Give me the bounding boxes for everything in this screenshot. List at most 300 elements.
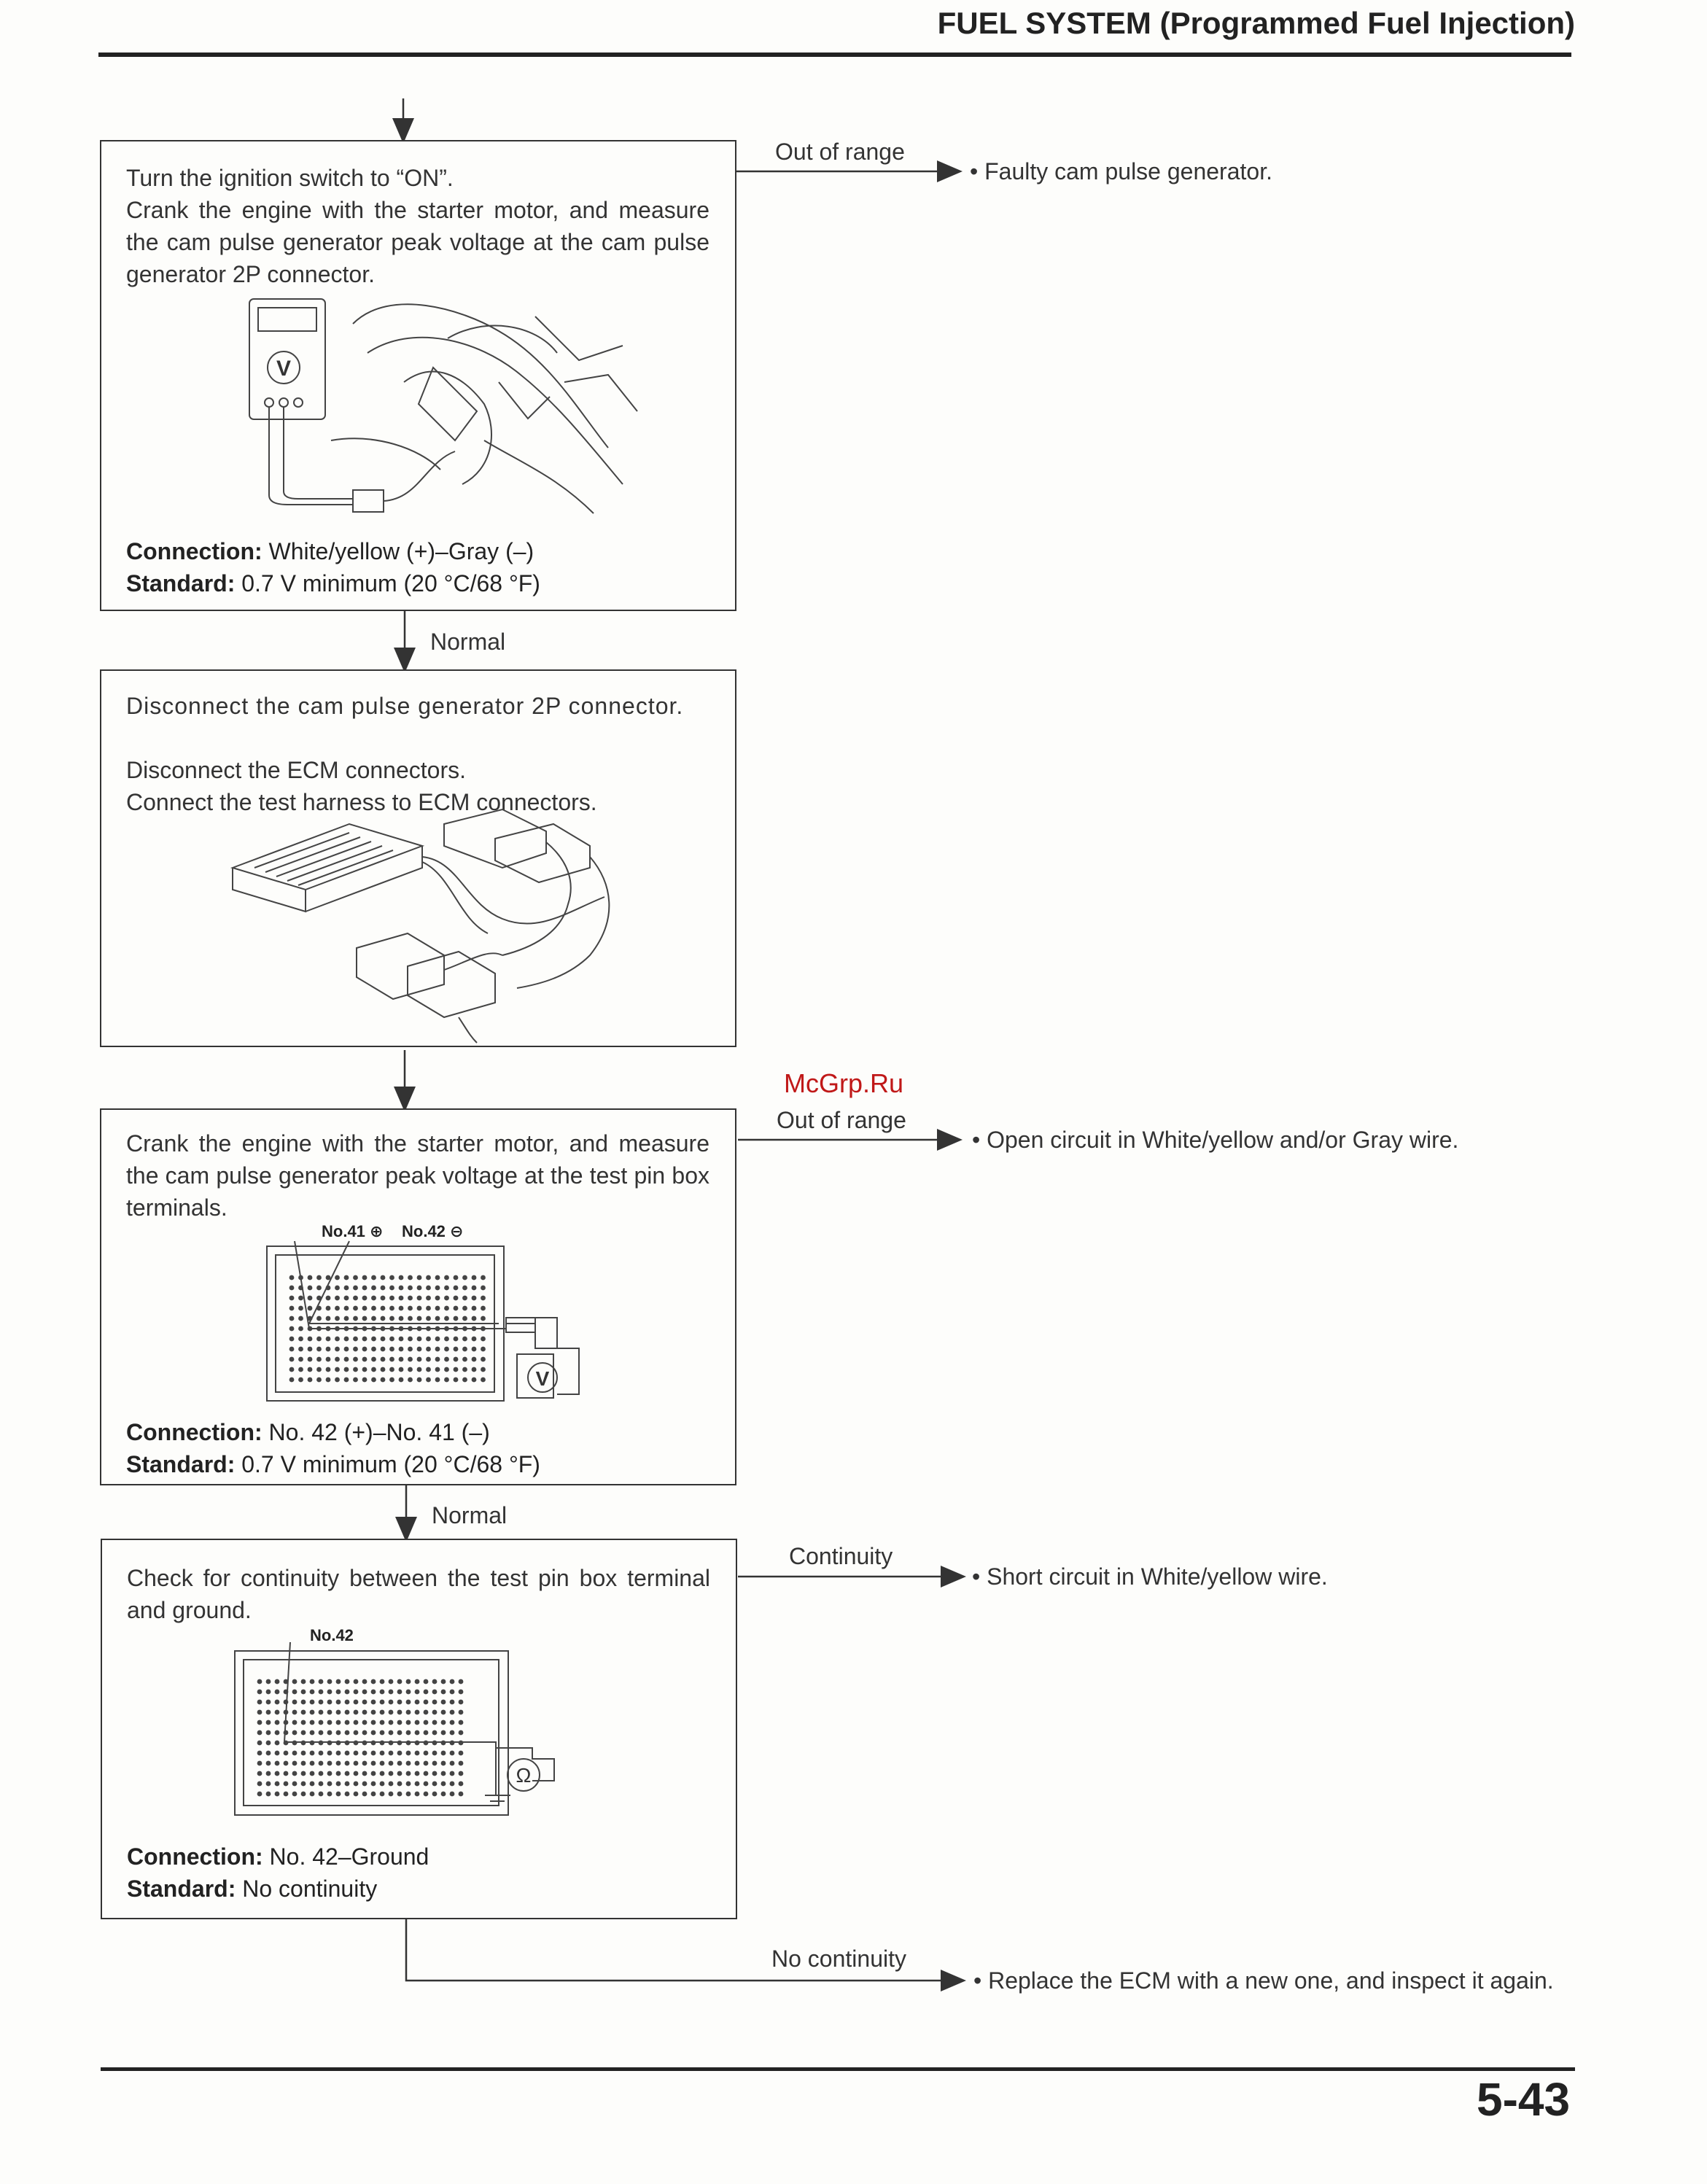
- pin-terminal: [481, 1367, 486, 1372]
- pin-terminal: [408, 1357, 413, 1362]
- pin-terminal: [345, 1771, 350, 1776]
- pin-terminal: [301, 1771, 306, 1776]
- pin-terminal: [319, 1751, 324, 1756]
- pin-terminal: [435, 1296, 440, 1301]
- pin-terminal: [353, 1296, 358, 1301]
- pin-terminal: [441, 1741, 446, 1746]
- pin-terminal: [345, 1710, 350, 1715]
- pin-terminal: [257, 1690, 263, 1695]
- pin-terminal: [335, 1347, 340, 1352]
- pin-terminal: [432, 1679, 438, 1684]
- step-2-line-3: Connect the test harness to ECM connectors.: [126, 789, 597, 815]
- pin-terminal: [298, 1367, 303, 1372]
- pin-terminal: [389, 1761, 394, 1766]
- pin-terminal: [441, 1690, 446, 1695]
- pin-terminal: [408, 1316, 413, 1321]
- pin-terminal: [472, 1337, 477, 1342]
- pin-terminal: [316, 1286, 322, 1291]
- pin-terminal: [417, 1326, 422, 1332]
- pin-terminal: [415, 1720, 420, 1725]
- pin-terminal: [362, 1357, 368, 1362]
- pin-terminal: [426, 1316, 431, 1321]
- pin-terminal: [454, 1316, 459, 1321]
- pin-terminal: [424, 1720, 429, 1725]
- pin-terminal: [399, 1275, 404, 1281]
- pin-terminal: [326, 1296, 331, 1301]
- step-1-box: [100, 140, 736, 611]
- pin-terminal: [454, 1347, 459, 1352]
- step-4-box: [101, 1539, 737, 1919]
- pin-terminal: [326, 1286, 331, 1291]
- pin-terminal: [292, 1792, 298, 1797]
- pin-terminal: [353, 1377, 358, 1383]
- step-1-line-2: Crank the engine with the starter motor, and measure the cam pulse generator peak voltage at the cam pulse generator 2P connector.: [126, 197, 709, 287]
- pin-terminal: [399, 1306, 404, 1311]
- pin-terminal: [441, 1751, 446, 1756]
- step-1-branch-result: • Faulty cam pulse generator.: [970, 158, 1272, 184]
- pin-terminal: [362, 1710, 368, 1715]
- pin-terminal: [432, 1700, 438, 1705]
- pin-terminal: [257, 1679, 263, 1684]
- pin-terminal: [462, 1377, 467, 1383]
- pin-terminal: [336, 1792, 341, 1797]
- pin-terminal: [327, 1771, 333, 1776]
- pin-terminal: [417, 1377, 422, 1383]
- pin-terminal: [371, 1337, 376, 1342]
- pin-terminal: [371, 1710, 376, 1715]
- pin-terminal: [362, 1781, 368, 1787]
- pin-terminal: [292, 1730, 298, 1736]
- step-3-pin-label-42: No.42 ⊖: [402, 1222, 464, 1240]
- pin-terminal: [275, 1679, 280, 1684]
- pin-terminal: [336, 1761, 341, 1766]
- pin-terminal: [459, 1792, 464, 1797]
- page-number: 5-43: [1477, 2073, 1571, 2126]
- pin-terminal: [481, 1347, 486, 1352]
- pin-terminal: [441, 1730, 446, 1736]
- pin-terminal: [327, 1751, 333, 1756]
- pin-terminal: [450, 1781, 455, 1787]
- step-4-line-1: Check for continuity between the test pin box terminal and ground.: [127, 1565, 710, 1623]
- pin-terminal: [327, 1741, 333, 1746]
- pin-terminal: [424, 1761, 429, 1766]
- pin-terminal: [257, 1710, 263, 1715]
- pin-terminal: [308, 1296, 313, 1301]
- pin-terminal: [435, 1306, 440, 1311]
- pin-terminal: [308, 1377, 313, 1383]
- pin-terminal: [481, 1357, 486, 1362]
- pin-terminal: [275, 1690, 280, 1695]
- pin-terminal: [316, 1367, 322, 1372]
- pin-terminal: [284, 1751, 289, 1756]
- pin-terminal: [336, 1730, 341, 1736]
- pin-terminal: [275, 1781, 280, 1787]
- pin-terminal: [408, 1337, 413, 1342]
- step-3-standard: Standard: 0.7 V minimum (20 °C/68 °F): [126, 1451, 540, 1477]
- pin-terminal: [275, 1761, 280, 1766]
- pin-terminal: [481, 1296, 486, 1301]
- pin-terminal: [335, 1357, 340, 1362]
- pin-terminal: [399, 1377, 404, 1383]
- pin-terminal: [327, 1690, 333, 1695]
- pin-terminal: [266, 1720, 271, 1725]
- pin-terminal: [444, 1316, 449, 1321]
- pin-terminal: [336, 1751, 341, 1756]
- pin-terminal: [298, 1337, 303, 1342]
- pin-terminal: [289, 1316, 295, 1321]
- pin-terminal: [319, 1730, 324, 1736]
- pin-terminal: [308, 1326, 313, 1332]
- pin-terminal: [326, 1377, 331, 1383]
- pin-terminal: [481, 1316, 486, 1321]
- pin-terminal: [362, 1377, 368, 1383]
- pin-terminal: [345, 1781, 350, 1787]
- pin-terminal: [450, 1720, 455, 1725]
- pin-terminal: [459, 1720, 464, 1725]
- pin-terminal: [417, 1275, 422, 1281]
- pin-terminal: [424, 1792, 429, 1797]
- pin-terminal: [310, 1690, 315, 1695]
- pin-terminal: [435, 1316, 440, 1321]
- pin-terminal: [459, 1700, 464, 1705]
- pin-terminal: [301, 1761, 306, 1766]
- pin-terminal: [354, 1730, 359, 1736]
- pin-terminal: [354, 1761, 359, 1766]
- pin-terminal: [389, 1781, 394, 1787]
- pin-terminal: [371, 1286, 376, 1291]
- pin-terminal: [353, 1286, 358, 1291]
- pin-terminal: [441, 1771, 446, 1776]
- pin-terminal: [481, 1286, 486, 1291]
- pin-terminal: [301, 1751, 306, 1756]
- pin-terminal: [327, 1679, 333, 1684]
- pin-terminal: [381, 1367, 386, 1372]
- pin-terminal: [389, 1275, 394, 1281]
- pin-terminal: [406, 1741, 411, 1746]
- pin-terminal: [326, 1337, 331, 1342]
- pin-terminal: [424, 1771, 429, 1776]
- pin-terminal: [371, 1316, 376, 1321]
- pin-terminal: [380, 1710, 385, 1715]
- pin-terminal: [316, 1275, 322, 1281]
- pin-terminal: [336, 1741, 341, 1746]
- pin-terminal: [459, 1771, 464, 1776]
- pin-terminal: [344, 1296, 349, 1301]
- pin-terminal: [310, 1751, 315, 1756]
- pin-terminal: [310, 1730, 315, 1736]
- pin-terminal: [441, 1761, 446, 1766]
- pin-terminal: [344, 1286, 349, 1291]
- step-1-line-1: Turn the ignition switch to “ON”.: [126, 165, 454, 191]
- pin-terminal: [380, 1720, 385, 1725]
- pin-terminal: [380, 1690, 385, 1695]
- pin-terminal: [266, 1781, 271, 1787]
- step-4-pin-label-42: No.42: [310, 1626, 354, 1644]
- pin-terminal: [444, 1296, 449, 1301]
- pin-terminal: [336, 1781, 341, 1787]
- pin-terminal: [335, 1306, 340, 1311]
- pin-terminal: [362, 1771, 368, 1776]
- pin-terminal: [389, 1730, 394, 1736]
- pin-terminal: [284, 1741, 289, 1746]
- pin-terminal: [380, 1792, 385, 1797]
- pin-terminal: [345, 1741, 350, 1746]
- pin-terminal: [266, 1700, 271, 1705]
- pin-terminal: [406, 1679, 411, 1684]
- pin-terminal: [472, 1357, 477, 1362]
- pin-terminal: [441, 1679, 446, 1684]
- pin-terminal: [397, 1730, 403, 1736]
- pin-terminal: [459, 1741, 464, 1746]
- pin-terminal: [406, 1761, 411, 1766]
- pin-terminal: [310, 1720, 315, 1725]
- pin-terminal: [389, 1367, 394, 1372]
- pin-terminal: [319, 1690, 324, 1695]
- pin-terminal: [301, 1700, 306, 1705]
- final-branch-result: • Replace the ECM with a new one, and inspect it again.: [973, 1967, 1554, 1994]
- pin-terminal: [298, 1326, 303, 1332]
- pin-terminal: [319, 1679, 324, 1684]
- pin-terminal: [399, 1326, 404, 1332]
- pin-terminal: [292, 1741, 298, 1746]
- pin-terminal: [353, 1367, 358, 1372]
- pin-terminal: [371, 1771, 376, 1776]
- pin-terminal: [319, 1771, 324, 1776]
- pin-terminal: [327, 1792, 333, 1797]
- pin-terminal: [415, 1741, 420, 1746]
- pin-terminal: [454, 1286, 459, 1291]
- pin-terminal: [344, 1377, 349, 1383]
- pin-terminal: [415, 1751, 420, 1756]
- pin-terminal: [399, 1347, 404, 1352]
- pin-terminal: [441, 1700, 446, 1705]
- pin-terminal: [371, 1275, 376, 1281]
- pin-terminal: [417, 1286, 422, 1291]
- pin-terminal: [275, 1730, 280, 1736]
- pin-terminal: [354, 1771, 359, 1776]
- pin-terminal: [275, 1751, 280, 1756]
- pin-terminal: [316, 1326, 322, 1332]
- pin-terminal: [450, 1792, 455, 1797]
- pin-terminal: [406, 1730, 411, 1736]
- pin-terminal: [319, 1720, 324, 1725]
- pin-terminal: [432, 1751, 438, 1756]
- pin-terminal: [362, 1286, 368, 1291]
- pin-terminal: [298, 1306, 303, 1311]
- step-1-meter-symbol: V: [276, 357, 292, 381]
- pin-terminal: [362, 1275, 368, 1281]
- pin-terminal: [289, 1377, 295, 1383]
- pin-terminal: [362, 1730, 368, 1736]
- pin-terminal: [326, 1347, 331, 1352]
- step-1-connection: Connection: White/yellow (+)–Gray (–): [126, 538, 534, 564]
- pin-terminal: [301, 1690, 306, 1695]
- pin-terminal: [371, 1347, 376, 1352]
- pin-terminal: [417, 1357, 422, 1362]
- pin-terminal: [336, 1700, 341, 1705]
- pin-terminal: [335, 1326, 340, 1332]
- pin-terminal: [481, 1306, 486, 1311]
- pin-terminal: [444, 1306, 449, 1311]
- pin-terminal: [389, 1751, 394, 1756]
- pin-terminal: [362, 1316, 368, 1321]
- pin-terminal: [354, 1700, 359, 1705]
- pin-terminal: [371, 1720, 376, 1725]
- pin-terminal: [319, 1761, 324, 1766]
- pin-terminal: [450, 1751, 455, 1756]
- pin-terminal: [450, 1741, 455, 1746]
- pin-terminal: [462, 1337, 467, 1342]
- pin-terminal: [353, 1337, 358, 1342]
- pin-terminal: [345, 1679, 350, 1684]
- pin-terminal: [415, 1700, 420, 1705]
- pin-terminal: [362, 1337, 368, 1342]
- pin-terminal: [424, 1730, 429, 1736]
- normal-label-2: Normal: [432, 1502, 508, 1528]
- step-3-branch-result: • Open circuit in White/yellow and/or Gray wire.: [972, 1127, 1459, 1153]
- pin-terminal: [275, 1710, 280, 1715]
- pin-terminal: [319, 1792, 324, 1797]
- pin-terminal: [424, 1751, 429, 1756]
- pin-terminal: [444, 1357, 449, 1362]
- watermark: McGrp.Ru: [784, 1068, 904, 1098]
- pin-terminal: [310, 1679, 315, 1684]
- step-3-test-pin-box-illustration: [265, 1245, 615, 1409]
- pin-terminal: [462, 1316, 467, 1321]
- pin-terminal: [481, 1275, 486, 1281]
- pin-terminal: [345, 1761, 350, 1766]
- pin-terminal: [408, 1296, 413, 1301]
- pin-terminal: [424, 1710, 429, 1715]
- normal-label-1: Normal: [430, 629, 506, 655]
- step-2-line-2: Disconnect the ECM connectors.: [126, 757, 466, 783]
- pin-terminal: [462, 1306, 467, 1311]
- step-1-illustration: [244, 295, 666, 543]
- pin-terminal: [454, 1306, 459, 1311]
- pin-terminal: [399, 1286, 404, 1291]
- pin-terminal: [354, 1720, 359, 1725]
- pin-terminal: [284, 1710, 289, 1715]
- pin-terminal: [344, 1275, 349, 1281]
- pin-terminal: [441, 1792, 446, 1797]
- pin-terminal: [444, 1367, 449, 1372]
- pin-terminal: [380, 1781, 385, 1787]
- pin-terminal: [406, 1771, 411, 1776]
- pin-terminal: [415, 1792, 420, 1797]
- step-2-line-1: Disconnect the cam pulse generator 2P connector.: [126, 693, 684, 719]
- pin-terminal: [345, 1700, 350, 1705]
- pin-terminal: [472, 1377, 477, 1383]
- pin-terminal: [344, 1316, 349, 1321]
- pin-terminal: [319, 1710, 324, 1715]
- pin-terminal: [327, 1781, 333, 1787]
- pin-terminal: [397, 1792, 403, 1797]
- pin-terminal: [381, 1306, 386, 1311]
- pin-terminal: [362, 1367, 368, 1372]
- pin-terminal: [450, 1730, 455, 1736]
- pin-terminal: [435, 1275, 440, 1281]
- pin-terminal: [353, 1357, 358, 1362]
- pin-terminal: [345, 1690, 350, 1695]
- pin-terminal: [310, 1781, 315, 1787]
- pin-terminal: [399, 1316, 404, 1321]
- pin-terminal: [371, 1741, 376, 1746]
- page-header-title: FUEL SYSTEM (Programmed Fuel Injection): [937, 6, 1575, 40]
- pin-terminal: [399, 1296, 404, 1301]
- pin-terminal: [344, 1347, 349, 1352]
- pin-terminal: [316, 1347, 322, 1352]
- pin-terminal: [426, 1357, 431, 1362]
- pin-terminal: [432, 1730, 438, 1736]
- pin-terminal: [472, 1367, 477, 1372]
- step-3-connection: Connection: No. 42 (+)–No. 41 (–): [126, 1419, 490, 1445]
- pin-terminal: [371, 1690, 376, 1695]
- pin-terminal: [289, 1337, 295, 1342]
- pin-terminal: [362, 1306, 368, 1311]
- pin-terminal: [284, 1720, 289, 1725]
- pin-terminal: [327, 1710, 333, 1715]
- pin-terminal: [426, 1296, 431, 1301]
- pin-terminal: [415, 1679, 420, 1684]
- pin-terminal: [459, 1679, 464, 1684]
- pin-terminal: [459, 1751, 464, 1756]
- pin-terminal: [380, 1679, 385, 1684]
- step-4-pin-grid: [257, 1679, 464, 1797]
- pin-terminal: [389, 1377, 394, 1383]
- pin-terminal: [415, 1710, 420, 1715]
- pin-terminal: [380, 1730, 385, 1736]
- pin-terminal: [417, 1316, 422, 1321]
- pin-terminal: [257, 1751, 263, 1756]
- pin-terminal: [335, 1377, 340, 1383]
- pin-terminal: [292, 1710, 298, 1715]
- pin-terminal: [327, 1730, 333, 1736]
- pin-terminal: [454, 1367, 459, 1372]
- pin-terminal: [292, 1771, 298, 1776]
- pin-terminal: [408, 1367, 413, 1372]
- pin-terminal: [371, 1377, 376, 1383]
- pin-terminal: [472, 1326, 477, 1332]
- pin-terminal: [399, 1357, 404, 1362]
- step-4-connection: Connection: No. 42–Ground: [127, 1843, 429, 1870]
- pin-terminal: [284, 1792, 289, 1797]
- pin-terminal: [301, 1781, 306, 1787]
- pin-terminal: [441, 1720, 446, 1725]
- pin-terminal: [432, 1710, 438, 1715]
- pin-terminal: [362, 1700, 368, 1705]
- pin-terminal: [257, 1741, 263, 1746]
- pin-terminal: [257, 1700, 263, 1705]
- pin-terminal: [408, 1286, 413, 1291]
- pin-terminal: [345, 1751, 350, 1756]
- pin-terminal: [381, 1286, 386, 1291]
- pin-terminal: [450, 1710, 455, 1715]
- pin-terminal: [472, 1306, 477, 1311]
- pin-terminal: [319, 1741, 324, 1746]
- pin-terminal: [389, 1700, 394, 1705]
- pin-terminal: [289, 1357, 295, 1362]
- pin-terminal: [275, 1771, 280, 1776]
- pin-terminal: [275, 1792, 280, 1797]
- pin-terminal: [266, 1792, 271, 1797]
- pin-terminal: [380, 1771, 385, 1776]
- pin-terminal: [389, 1347, 394, 1352]
- pin-terminal: [380, 1751, 385, 1756]
- pin-terminal: [289, 1296, 295, 1301]
- pin-terminal: [316, 1296, 322, 1301]
- pin-terminal: [301, 1710, 306, 1715]
- pin-terminal: [406, 1751, 411, 1756]
